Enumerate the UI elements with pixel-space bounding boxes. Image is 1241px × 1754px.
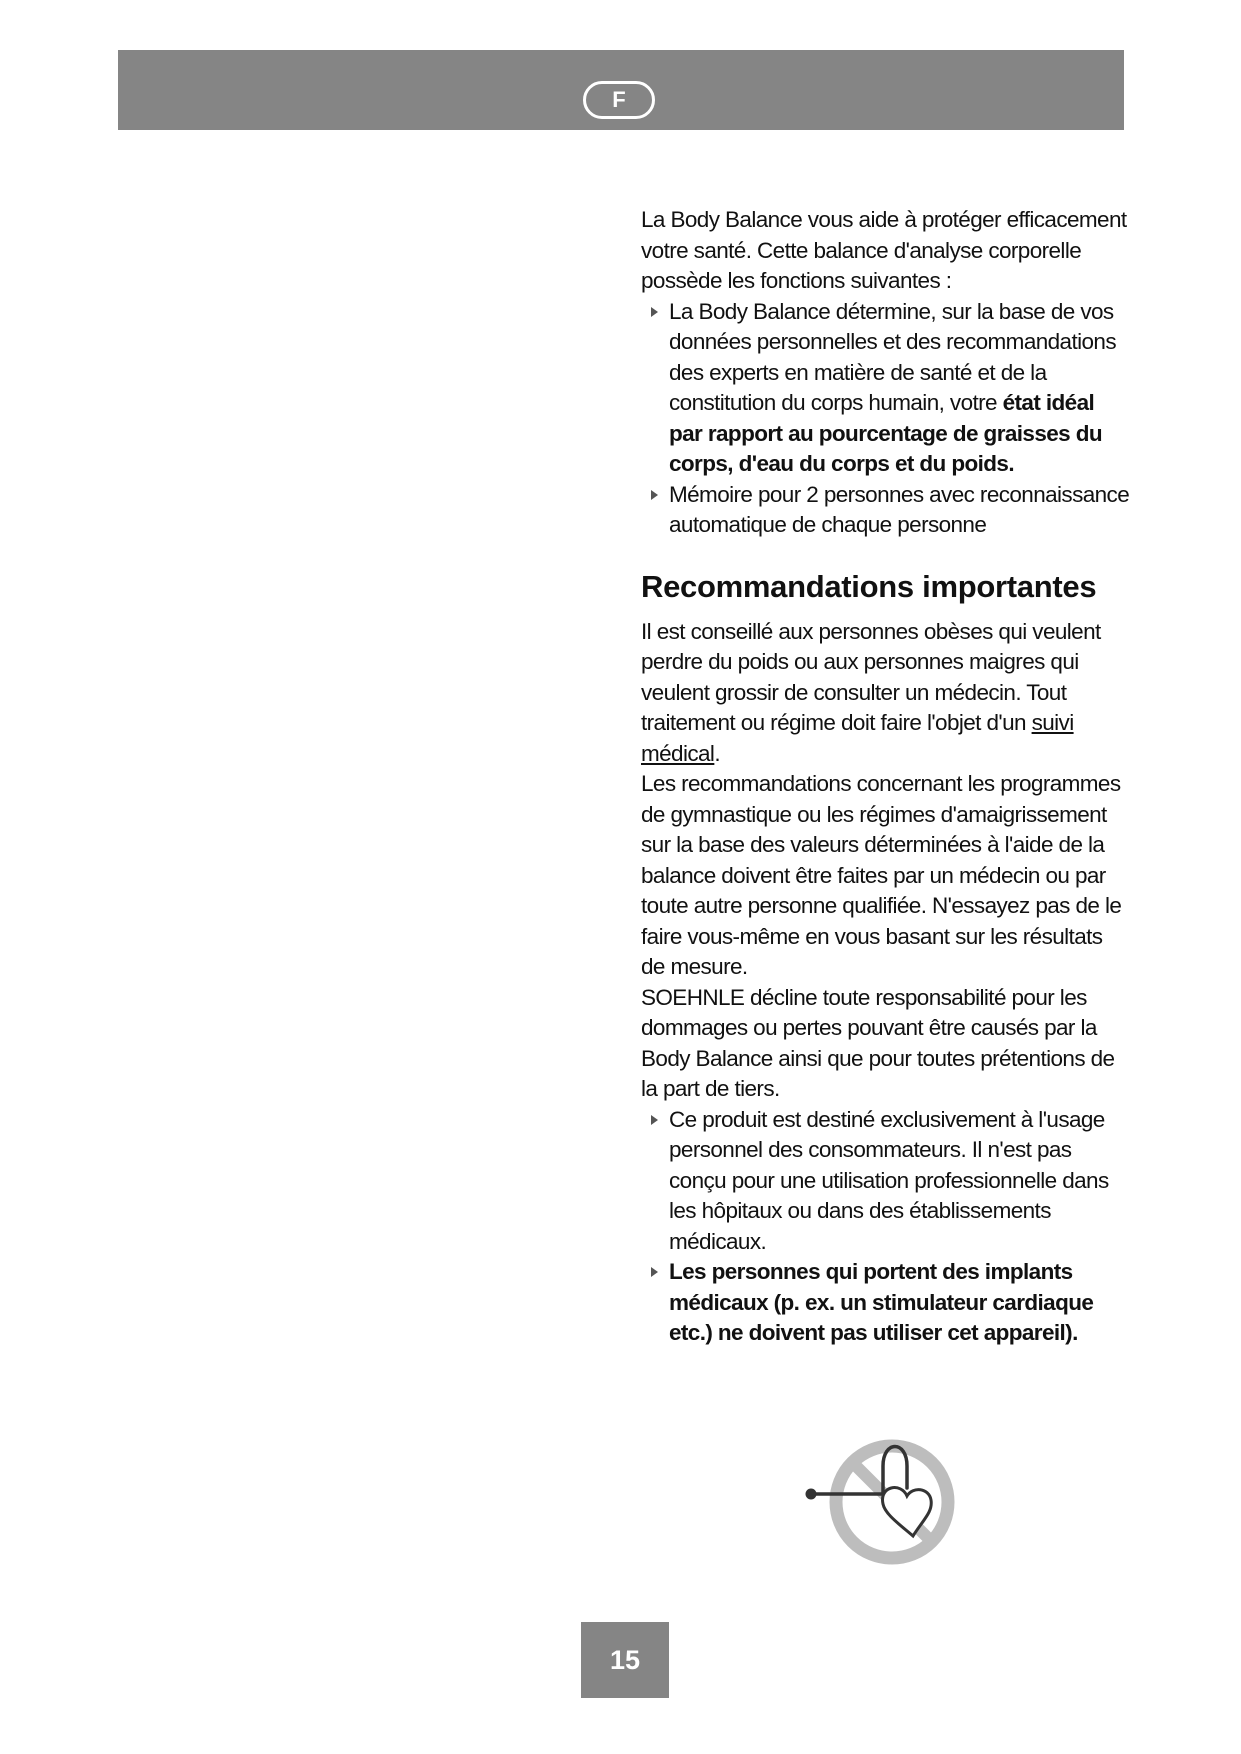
- page-number: 15: [581, 1622, 669, 1698]
- recommendation-text: .: [714, 740, 720, 766]
- feature-text: Mémoire pour 2 personnes avec reconnaissance automatique de chaque personne: [669, 481, 1130, 537]
- language-badge: F: [583, 81, 655, 119]
- recommendation-paragraph: [641, 617, 1131, 770]
- bullet-arrow-icon: [651, 1115, 658, 1125]
- warning-text: Les personnes qui portent des implants médicaux (p. ex. un stimulateur cardiaque etc.) ne doivent pas utiliser cet appareil).: [669, 1259, 1094, 1345]
- main-content: [641, 205, 1131, 1349]
- bullet-arrow-icon: [651, 490, 658, 500]
- feature-text: La Body Balance détermine, sur la base de vos données personnelles et des recommandations des experts en matière de santé et de la constitution du corps humain, votre: [669, 298, 1116, 415]
- recommendation-item: [641, 1105, 1131, 1258]
- recommendation-paragraph: Les recommandations concernant les programmes de gymnastique ou les régimes d'amaigrissement sur la base des valeurs déterminées à l'aide de la balance doivent être faites par un médecin ou par toute autre personne qualifiée. N'essayez pas de le faire vous-même en vous basant sur les résultats de mesure.: [641, 771, 1122, 979]
- no-pacemaker-icon: [803, 1432, 963, 1572]
- recommendation-item-text: Ce produit est destiné exclusivement à l'usage personnel des consommateurs. Il n'est pas conçu pour une utilisation professionnelle dans les hôpitaux ou dans des établissements médicaux.: [669, 1106, 1109, 1254]
- recommendation-text: Il est conseillé aux personnes obèses qui veulent perdre du poids ou aux personnes maigres qui veulent grossir de consulter un médecin. Tout traitement ou régime doit faire l'objet d'un: [641, 618, 1101, 735]
- lead-tip: [806, 1489, 817, 1500]
- feature-item: [641, 480, 1131, 541]
- feature-bold-text: état idéal par rapport au pourcentage de graisses du corps, d'eau du corps et du poids.: [669, 390, 1103, 476]
- underlined-text: suivi médical: [641, 710, 1074, 766]
- bullet-arrow-icon: [651, 307, 658, 317]
- intro-paragraph: La Body Balance vous aide à protéger efficacement votre santé. Cette balance d'analyse corporelle possède les fonctions suivantes :: [641, 207, 1127, 293]
- recommendation-paragraph: SOEHNLE décline toute responsabilité pour les dommages ou pertes pouvant être causés par la Body Balance ainsi que pour toutes prétentions de la part de tiers.: [641, 984, 1115, 1101]
- recommendation-item: [641, 1257, 1131, 1349]
- section-title: Recommandations importantes: [641, 568, 1097, 604]
- bullet-arrow-icon: [651, 1267, 658, 1277]
- feature-item: [641, 297, 1131, 480]
